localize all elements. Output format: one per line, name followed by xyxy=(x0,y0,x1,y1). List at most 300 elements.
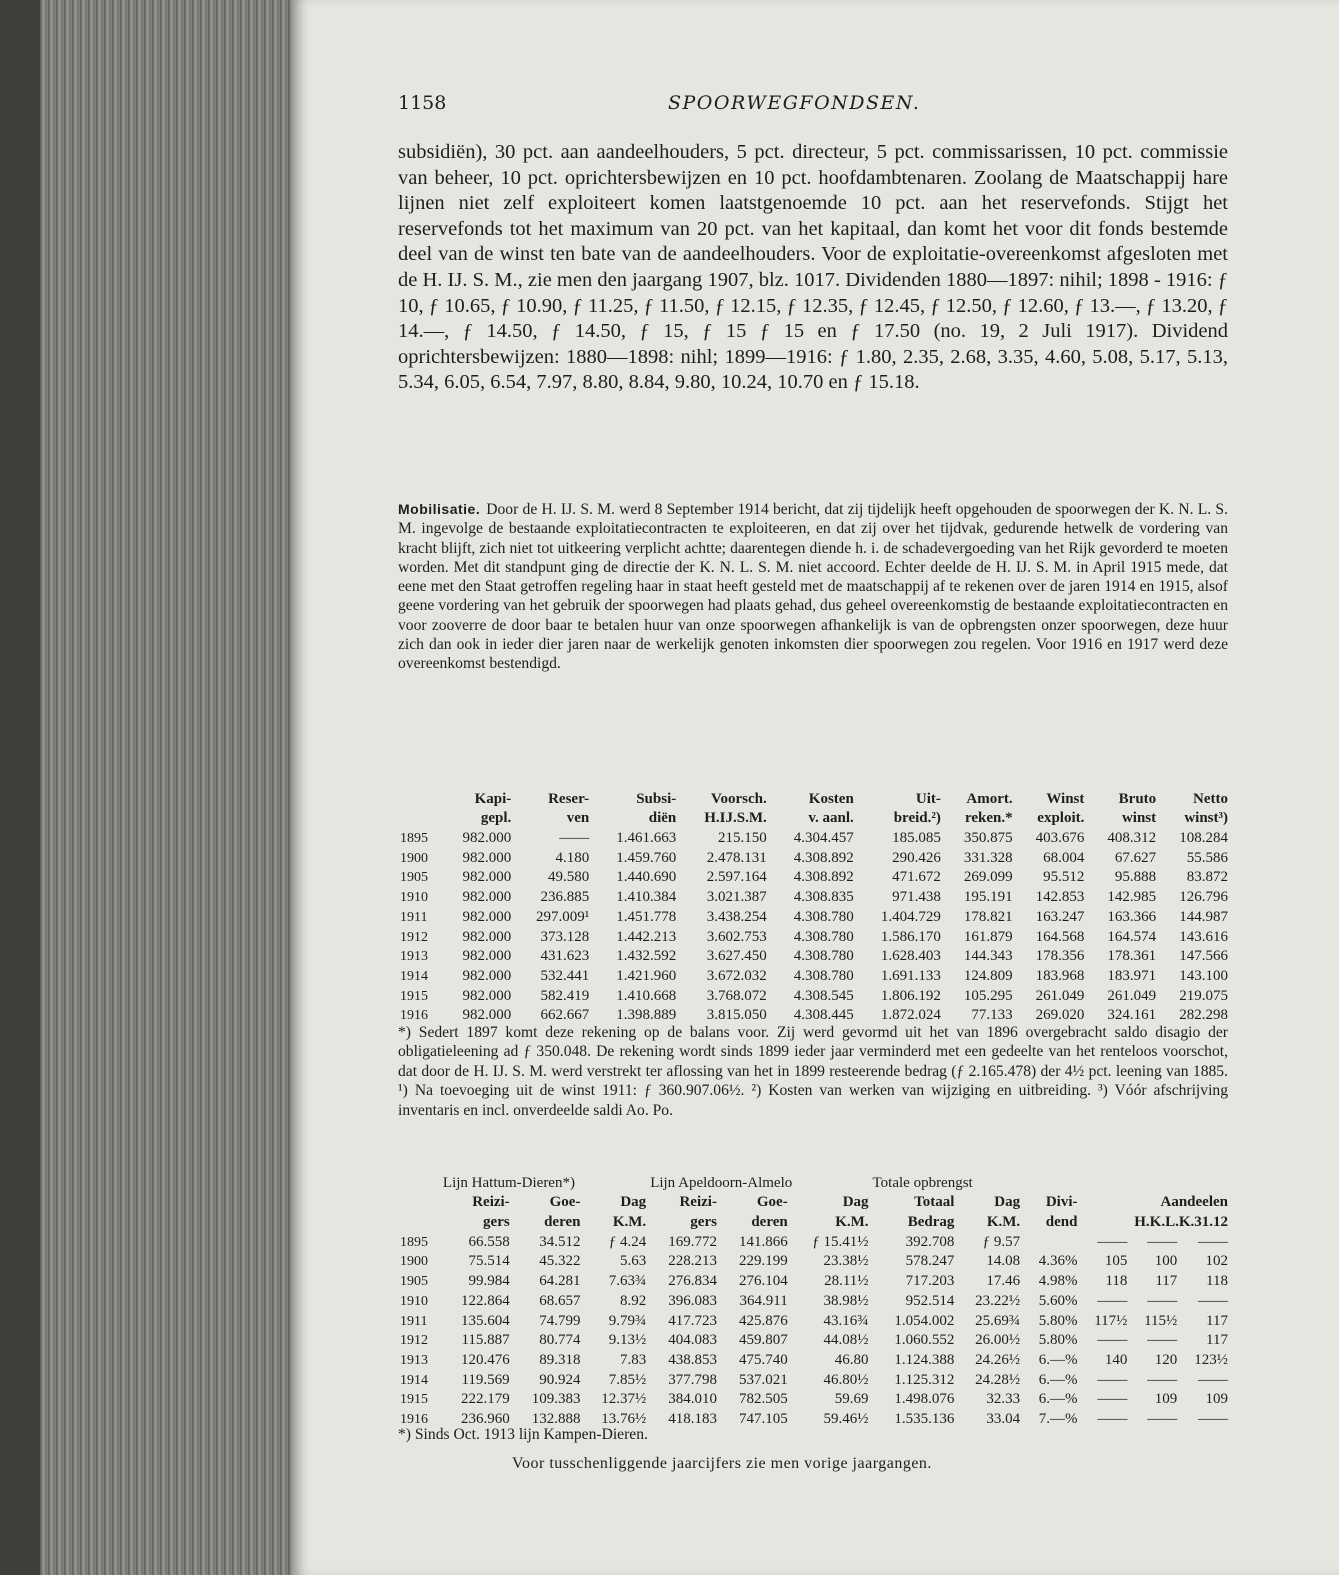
table-cell: —— xyxy=(1198,1233,1228,1250)
table-cell: 64.281 xyxy=(539,1273,581,1290)
group-header: Lijn Apeldoorn-Almelo xyxy=(650,1174,793,1191)
table-cell: 6.—% xyxy=(1038,1351,1078,1368)
table-cell: 236.885 xyxy=(540,889,590,906)
table-cell: 46.80 xyxy=(834,1351,869,1368)
table-cell: 418.183 xyxy=(668,1410,717,1427)
table-cell: 982.000 xyxy=(462,1007,512,1024)
row-year: 1914 xyxy=(400,1372,428,1388)
table-cell: 46.80½ xyxy=(823,1371,869,1388)
table-cell: 28.11½ xyxy=(824,1273,869,1290)
row-year: 1900 xyxy=(400,1254,428,1270)
column-header: Reser- xyxy=(548,790,590,807)
table-cell: 132.888 xyxy=(531,1410,581,1427)
table-cell: 1.535.136 xyxy=(894,1410,955,1427)
row-year: 1895 xyxy=(400,831,428,847)
table-cell: 117 xyxy=(1206,1332,1228,1349)
table-cell: 115½ xyxy=(1144,1312,1178,1329)
table-cell: 229.199 xyxy=(738,1253,788,1270)
table-cell: 269.020 xyxy=(1035,1007,1085,1024)
table-cell: 7.83 xyxy=(619,1351,647,1368)
table-cell: 1.125.312 xyxy=(894,1371,955,1388)
column-header: gers xyxy=(483,1214,510,1231)
table-cell: —— xyxy=(1198,1292,1228,1309)
column-header: Kosten xyxy=(808,790,854,807)
column-header: Reizi- xyxy=(472,1194,510,1211)
table-row xyxy=(398,827,1230,847)
table-cell: 144.987 xyxy=(1179,908,1228,925)
table-row xyxy=(398,847,1230,867)
table-row xyxy=(398,886,1230,906)
column-header: Kapi- xyxy=(474,790,512,807)
table-header-row xyxy=(398,1192,1230,1212)
table-cell: 24.26½ xyxy=(975,1351,1021,1368)
table-cell: 431.623 xyxy=(540,948,590,965)
table-cell: 66.558 xyxy=(468,1233,510,1250)
column-header: Divi- xyxy=(1045,1194,1078,1211)
table-cell: 3.815.050 xyxy=(706,1007,767,1024)
table-cell: 100 xyxy=(1154,1253,1178,1270)
table-cell: 5.63 xyxy=(619,1253,647,1270)
table-row xyxy=(398,1231,1230,1251)
row-year: 1895 xyxy=(400,1234,428,1250)
table-cell: 982.000 xyxy=(462,948,512,965)
table-cell: 45.322 xyxy=(539,1253,581,1270)
table-cell: 95.512 xyxy=(1043,869,1085,886)
row-year: 1910 xyxy=(400,890,428,906)
table-cell: 1.421.960 xyxy=(616,967,677,984)
table-cell: 269.099 xyxy=(963,869,1013,886)
table-header-row xyxy=(398,1211,1230,1231)
revenue-table xyxy=(398,1172,1230,1428)
table-cell: —— xyxy=(1147,1233,1178,1250)
table-cell: 17.46 xyxy=(986,1273,1021,1290)
row-year: 1912 xyxy=(400,929,428,945)
table-cell: 392.708 xyxy=(905,1233,955,1250)
table-cell: 13.76½ xyxy=(601,1410,647,1427)
table-cell: 117 xyxy=(1206,1312,1228,1329)
table-header-row xyxy=(398,788,1230,808)
table-cell: —— xyxy=(1147,1332,1178,1349)
column-header: ven xyxy=(566,810,590,827)
table-row xyxy=(398,985,1230,1005)
row-year: 1911 xyxy=(400,909,428,925)
table-cell: 276.104 xyxy=(738,1273,788,1290)
table-cell: 1.459.760 xyxy=(616,849,677,866)
table-cell: 3.768.072 xyxy=(706,987,767,1004)
table-cell: 982.000 xyxy=(462,967,512,984)
column-header: K.M. xyxy=(986,1214,1021,1231)
table-cell: ƒ 9.57 xyxy=(982,1233,1021,1250)
table-row xyxy=(398,946,1230,966)
table-cell: 582.419 xyxy=(540,987,590,1004)
column-header: Netto xyxy=(1193,790,1228,807)
column-header: H.IJ.S.M. xyxy=(704,810,767,827)
table-row xyxy=(398,926,1230,946)
table-row xyxy=(398,1251,1230,1271)
table-cell: 1.498.076 xyxy=(894,1391,955,1408)
column-header: exploit. xyxy=(1037,810,1085,827)
table-cell: 105.295 xyxy=(963,987,1013,1004)
table-cell: 7.—% xyxy=(1038,1410,1078,1427)
table-cell: 982.000 xyxy=(462,869,512,886)
table-cell: 5.80% xyxy=(1038,1312,1078,1329)
column-header: winst³) xyxy=(1184,810,1228,827)
table-cell: 4.308.892 xyxy=(793,869,854,886)
column-header xyxy=(398,1211,441,1231)
column-header: Totaal xyxy=(914,1194,955,1211)
column-header: gers xyxy=(690,1214,717,1231)
table-group-row xyxy=(398,1172,1230,1192)
table-cell: 23.22½ xyxy=(975,1292,1021,1309)
table-cell: 80.774 xyxy=(539,1332,581,1349)
table-cell: 1.440.690 xyxy=(616,869,677,886)
row-year: 1910 xyxy=(400,1293,428,1309)
table-cell: —— xyxy=(1097,1371,1128,1388)
table-cell: 163.366 xyxy=(1107,908,1157,925)
table-footnote: *) Sedert 1897 komt deze rekening op de balans voor. Zij werd gevormd uit het van 1896 overgebracht saldo disagio der obligatieleening ad ƒ 350.048. De rekening wordt sinds 1899 ieder jaar verminderd met een gedeelte van het renteloos voorschot, dat door de H. IJ. S. M. werd verstrekt ter aflossing van het in 1899 resteerende bedrag (ƒ 2.165.478) der 4½ pct. leening van 1885. ¹) Na toevoeging uit de winst 1911: ƒ 360.907.06½. ²) Kosten van werken van wijziging en uitbreiding. ³) Vóór afschrijving inventaris en incl. onverdeelde saldi Ao. Po. xyxy=(398,1024,1228,1119)
table-cell: 5.60% xyxy=(1038,1292,1078,1309)
table-cell: 1.054.002 xyxy=(894,1312,955,1329)
table-cell: 38.98½ xyxy=(823,1292,869,1309)
column-header: Uit- xyxy=(915,790,941,807)
book-edge xyxy=(0,0,40,1575)
column-header: K.M. xyxy=(612,1214,647,1231)
column-header: Voorsch. xyxy=(711,790,767,807)
table-cell: 2.478.131 xyxy=(706,849,767,866)
column-header: breid.²) xyxy=(893,810,941,827)
table-header-row xyxy=(398,808,1230,828)
table-cell: —— xyxy=(559,830,590,847)
row-year: 1912 xyxy=(400,1333,428,1349)
table-cell: 55.586 xyxy=(1186,849,1228,866)
column-header: Goe- xyxy=(756,1194,788,1211)
table-cell: 982.000 xyxy=(462,908,512,925)
row-year: 1911 xyxy=(400,1313,428,1329)
table-cell: 971.438 xyxy=(892,889,941,906)
column-header: deren xyxy=(544,1214,581,1231)
table-cell: 147.566 xyxy=(1179,948,1228,965)
table-cell: 537.021 xyxy=(738,1371,788,1388)
table-cell: 3.627.450 xyxy=(706,948,767,965)
table-cell: 4.308.780 xyxy=(793,908,854,925)
book-spine xyxy=(0,0,300,1575)
table-cell: 117½ xyxy=(1094,1312,1128,1329)
table-cell: 373.128 xyxy=(540,928,590,945)
table-cell: 109 xyxy=(1205,1391,1228,1408)
table-cell: 403.676 xyxy=(1035,830,1085,847)
table-cell: 142.853 xyxy=(1035,889,1085,906)
table-cell: 475.740 xyxy=(738,1351,788,1368)
column-header: Bedrag xyxy=(907,1214,955,1231)
table-cell: 261.049 xyxy=(1107,987,1157,1004)
table-cell: 178.356 xyxy=(1035,948,1085,965)
column-header: Bruto xyxy=(1118,790,1157,807)
table-cell: 7.63¾ xyxy=(608,1273,647,1290)
table-cell: 4.36% xyxy=(1038,1253,1078,1270)
table-cell: 215.150 xyxy=(717,830,767,847)
table-cell: —— xyxy=(1097,1233,1128,1250)
table-cell: 144.343 xyxy=(963,948,1013,965)
table-row xyxy=(398,965,1230,985)
table-cell: 1.398.889 xyxy=(616,1007,677,1024)
table-cell: 9.13½ xyxy=(608,1332,647,1349)
table-cell: 3.602.753 xyxy=(706,928,767,945)
row-year: 1913 xyxy=(400,949,428,965)
column-header: K.M. xyxy=(835,1214,869,1231)
table-cell: 471.672 xyxy=(892,869,941,886)
table-cell: 1.404.729 xyxy=(880,908,941,925)
table-cell: 26.00½ xyxy=(975,1332,1021,1349)
table-cell: 324.161 xyxy=(1107,1007,1157,1024)
column-header xyxy=(398,788,442,808)
column-header: H.K.L.K.31.12 xyxy=(1134,1214,1228,1231)
table-cell: 163.247 xyxy=(1035,908,1085,925)
table-row xyxy=(398,1310,1230,1330)
table-cell: 417.723 xyxy=(668,1312,717,1329)
table-cell: 396.083 xyxy=(668,1292,717,1309)
table-cell: 1.410.668 xyxy=(616,987,677,1004)
section-text: Door de H. IJ. S. M. werd 8 September 1914 bericht, dat zij tijdelijk heeft opgehouden de spoorwegen der K. N. L. S. M. ingevolge de bestaande exploitatiecontracten te exploiteeren, en dat zij over het tijdvak, gedurende hetwelk de vordering van kracht blijft, zich niet tot uitkeering verplicht achtte; daarentegen diende h. i. de schadevergoeding van het Rijk gevorderd te moeten worden. Met dit standpunt ging de directie der K. N. L. S. M. niet accoord. Echter deelde de H. IJ. S. M. in April 1915 mede, dat eene met den Staat getroffen regeling haar in staat heeft gesteld met de maatschappij af te rekenen over de jaren 1914 en 1915, alsof geene vordering van het gebruik der spoorwegen had plaats gehad, dus geheel overeenkomstig de bestaande exploitatiecontracten en voor zooverre de door baar te betalen huur van onze spoorwegen afhankelijk is van de opbrengsten onzer spoorwegen, deze huur zich dan ook in ieder dier jaren naar de werkelijk genoten inkomsten dier spoorwegen zou regelen. Voor 1916 en 1917 werd deze overeenkomst bestendigd. xyxy=(398,501,1228,673)
table-cell: 1.461.663 xyxy=(616,830,677,847)
table-cell: 350.875 xyxy=(963,830,1013,847)
table-cell: 24.28½ xyxy=(975,1371,1021,1388)
table-cell: 185.085 xyxy=(892,830,941,847)
row-year: 1905 xyxy=(400,870,428,886)
table-cell: 236.960 xyxy=(460,1410,510,1427)
table-cell: 143.100 xyxy=(1179,967,1228,984)
column-header: Dag xyxy=(994,1194,1021,1211)
table-cell: 3.021.387 xyxy=(706,889,767,906)
row-year: 1913 xyxy=(400,1352,428,1368)
table-cell: 117 xyxy=(1155,1273,1178,1290)
table-cell: 44.08½ xyxy=(823,1332,869,1349)
group-header: Totale opbrengst xyxy=(872,1174,973,1191)
table-cell: —— xyxy=(1147,1371,1178,1388)
table-cell: 4.308.780 xyxy=(793,928,854,945)
table-row xyxy=(398,1389,1230,1409)
table-cell: —— xyxy=(1097,1391,1128,1408)
column-header: Amort. xyxy=(966,790,1013,807)
page-header xyxy=(398,92,1248,116)
table-cell: 408.312 xyxy=(1107,830,1157,847)
table-cell: 178.821 xyxy=(963,908,1013,925)
table-cell: 982.000 xyxy=(462,889,512,906)
table-cell: 9.79¾ xyxy=(608,1312,647,1329)
table-cell: 49.580 xyxy=(547,869,590,886)
table-cell: 4.308.780 xyxy=(793,967,854,984)
column-header: Subsi- xyxy=(636,790,677,807)
table-cell: 120 xyxy=(1154,1351,1178,1368)
table-cell: 169.772 xyxy=(668,1233,717,1250)
table-cell: 59.69 xyxy=(834,1391,869,1408)
table-cell: 4.308.545 xyxy=(793,987,854,1004)
page-number: 1158 xyxy=(398,92,447,114)
table-cell: 142.985 xyxy=(1107,889,1157,906)
table-cell: 141.866 xyxy=(738,1233,788,1250)
table-row xyxy=(398,1349,1230,1369)
table-row xyxy=(398,906,1230,926)
table-cell: 135.604 xyxy=(460,1312,510,1329)
table-cell: 90.924 xyxy=(539,1371,581,1388)
table-cell: 782.505 xyxy=(738,1391,788,1408)
table-row xyxy=(398,1270,1230,1290)
table-row xyxy=(398,867,1230,887)
table-cell: 222.179 xyxy=(460,1391,510,1408)
table-cell: 102 xyxy=(1205,1253,1228,1270)
table-cell: 4.180 xyxy=(555,849,590,866)
table-cell: 3.672.032 xyxy=(706,967,767,984)
table-cell: 83.872 xyxy=(1186,869,1228,886)
table-row xyxy=(398,1369,1230,1389)
table-cell: 68.657 xyxy=(539,1292,581,1309)
table-cell xyxy=(1022,1231,1079,1251)
table-cell: 126.796 xyxy=(1179,889,1228,906)
table-cell: 982.000 xyxy=(462,830,512,847)
table-cell: 331.328 xyxy=(963,849,1013,866)
table-cell: 425.876 xyxy=(738,1312,788,1329)
table-cell: 89.318 xyxy=(539,1351,581,1368)
table-cell: 143.616 xyxy=(1179,928,1228,945)
table-cell: 717.203 xyxy=(905,1273,955,1290)
table-cell: 662.667 xyxy=(540,1007,590,1024)
table-cell: 32.33 xyxy=(986,1391,1021,1408)
column-header: Dag xyxy=(842,1194,869,1211)
table-row xyxy=(398,1005,1230,1025)
table-cell: 23.38½ xyxy=(823,1253,869,1270)
table-cell: 195.191 xyxy=(963,889,1013,906)
column-header: dend xyxy=(1045,1214,1078,1231)
table-cell: —— xyxy=(1097,1292,1128,1309)
financial-table xyxy=(398,788,1230,1024)
table-cell: 118 xyxy=(1105,1273,1128,1290)
table-cell: —— xyxy=(1198,1410,1228,1427)
table-cell: 282.298 xyxy=(1179,1007,1228,1024)
column-header: winst xyxy=(1121,810,1157,827)
row-year: 1914 xyxy=(400,968,428,984)
row-year: 1900 xyxy=(400,850,428,866)
table-cell: 164.574 xyxy=(1107,928,1157,945)
table-cell: 75.514 xyxy=(468,1253,510,1270)
column-header: reken.* xyxy=(964,810,1013,827)
table-cell: 123½ xyxy=(1194,1351,1228,1368)
table-cell: 34.512 xyxy=(539,1233,581,1250)
table-cell: 68.004 xyxy=(1043,849,1085,866)
table-cell: 4.308.780 xyxy=(793,948,854,965)
table-cell: 532.441 xyxy=(540,967,590,984)
column-header: v. aanl. xyxy=(808,810,854,827)
table-cell: 122.864 xyxy=(460,1292,510,1309)
page xyxy=(292,0,1339,1575)
table-cell: ƒ 4.24 xyxy=(608,1233,647,1250)
table-cell: 982.000 xyxy=(462,849,512,866)
column-header: Aandeelen xyxy=(1160,1194,1228,1211)
table-cell: 982.000 xyxy=(462,928,512,945)
table-cell: 124.809 xyxy=(963,967,1013,984)
section-lead: Mobilisatie. xyxy=(398,501,481,517)
table-cell: 1.451.778 xyxy=(616,908,677,925)
table-cell: 178.361 xyxy=(1107,948,1157,965)
table-cell: 747.105 xyxy=(738,1410,788,1427)
table-cell: 4.304.457 xyxy=(793,830,854,847)
table-cell: 25.69¾ xyxy=(975,1312,1021,1329)
table-cell: 3.438.254 xyxy=(706,908,767,925)
group-header: Lijn Hattum-Dieren*) xyxy=(442,1174,575,1191)
table-cell: 109.383 xyxy=(531,1391,581,1408)
table-cell: 228.213 xyxy=(668,1253,717,1270)
group-header xyxy=(398,1172,441,1192)
table-cell: 438.853 xyxy=(668,1351,717,1368)
table-cell: 377.798 xyxy=(668,1371,717,1388)
table-cell: 1.586.170 xyxy=(880,928,941,945)
table-cell: 59.46½ xyxy=(823,1410,869,1427)
table-cell: 6.—% xyxy=(1038,1371,1078,1388)
table-cell: 5.80% xyxy=(1038,1332,1078,1349)
column-header: gepl. xyxy=(480,810,512,827)
table-cell: —— xyxy=(1198,1371,1228,1388)
row-year: 1905 xyxy=(400,1274,428,1290)
row-year: 1915 xyxy=(400,1392,428,1408)
table-cell: —— xyxy=(1147,1292,1178,1309)
table-cell: 290.426 xyxy=(892,849,941,866)
table-cell: 4.308.892 xyxy=(793,849,854,866)
table-cell: 161.879 xyxy=(963,928,1013,945)
table-cell: —— xyxy=(1097,1410,1128,1427)
table-cell: 120.476 xyxy=(460,1351,510,1368)
body-paragraph-mobilisatie xyxy=(398,500,1228,674)
table-cell: 164.568 xyxy=(1035,928,1085,945)
table-cell: 1.806.192 xyxy=(880,987,941,1004)
table-cell: 1.410.384 xyxy=(616,889,677,906)
table-cell: 4.98% xyxy=(1038,1273,1078,1290)
table-cell: 261.049 xyxy=(1035,987,1085,1004)
table-cell: 364.911 xyxy=(739,1292,788,1309)
table-cell: 33.04 xyxy=(986,1410,1021,1427)
table-cell: 140 xyxy=(1104,1351,1128,1368)
table-cell: 297.009¹ xyxy=(535,908,590,925)
table-row xyxy=(398,1330,1230,1350)
table-cell: 7.85½ xyxy=(608,1371,647,1388)
table-cell: 14.08 xyxy=(986,1253,1021,1270)
table-cell: 8.92 xyxy=(619,1292,647,1309)
table-cell: 384.010 xyxy=(668,1391,717,1408)
body-paragraph-1: subsidiën), 30 pct. aan aandeelhouders, 5 pct. directeur, 5 pct. commissarissen, 10 pct. commissie van beheer, 10 pct. oprichtersbewijzen en 10 pct. hoofdambtenaren. Zoolang de Maatschappij hare lijnen niet zelf exploiteert komen laatstgenoemde 10 pct. aan het reservefonds. Stijgt het reservefonds tot het maximum van 20 pct. van het kapitaal, dan komt het voor dit fonds bestemde deel van de winst ten bate van de aandeelhouders. Voor de exploitatie-overeenkomst afgesloten met de H. IJ. S. M., zie men den jaargang 1907, blz. 1017. Dividenden 1880—1897: nihil; 1898 - 1916: ƒ 10, ƒ 10.65, ƒ 10.90, ƒ 11.25, ƒ 11.50, ƒ 12.15, ƒ 12.35, ƒ 12.45, ƒ 12.50, ƒ 12.60, ƒ 13.—, ƒ 13.20, ƒ 14.—, ƒ 14.50, ƒ 14.50, ƒ 15, ƒ 15 ƒ 15 en ƒ 17.50 (no. 19, 2 Juli 1917). Dividend oprichtersbewijzen: 1880—1898: nihl; 1899—1916: ƒ 1.80, 2.35, 2.68, 3.35, 4.60, 5.08, 5.17, 5.13, 5.34, 6.05, 6.54, 7.97, 8.80, 8.84, 9.80, 10.24, 10.70 en ƒ 15.18. xyxy=(398,141,1228,394)
table-cell: 183.968 xyxy=(1035,967,1085,984)
table-cell: 404.083 xyxy=(668,1332,717,1349)
table-cell: 459.807 xyxy=(738,1332,788,1349)
row-year: 1916 xyxy=(400,1008,428,1024)
table-cell: 1.060.552 xyxy=(894,1332,955,1349)
table-cell: 952.514 xyxy=(905,1292,955,1309)
table-cell: 118 xyxy=(1206,1273,1228,1290)
table-cell: 99.984 xyxy=(468,1273,510,1290)
table-cell: 105 xyxy=(1104,1253,1128,1270)
page-footer-note: Voor tusschenliggende jaarcijfers zie men vorige jaargangen. xyxy=(512,1455,932,1472)
table-cell: 4.308.445 xyxy=(793,1007,854,1024)
table-cell: 578.247 xyxy=(905,1253,955,1270)
table-cell: 1.872.024 xyxy=(880,1007,941,1024)
table-cell: 12.37½ xyxy=(601,1391,647,1408)
table-cell: 77.133 xyxy=(971,1007,1013,1024)
table-cell: 95.888 xyxy=(1114,869,1157,886)
table-cell: 183.971 xyxy=(1107,967,1157,984)
table-cell: —— xyxy=(1097,1332,1128,1349)
table-cell: 115.887 xyxy=(461,1332,510,1349)
table-cell: 74.799 xyxy=(539,1312,581,1329)
column-header xyxy=(398,808,442,828)
running-title: SPOORWEGFONDSEN. xyxy=(668,92,921,114)
column-header: deren xyxy=(751,1214,788,1231)
table-cell: 219.075 xyxy=(1179,987,1228,1004)
